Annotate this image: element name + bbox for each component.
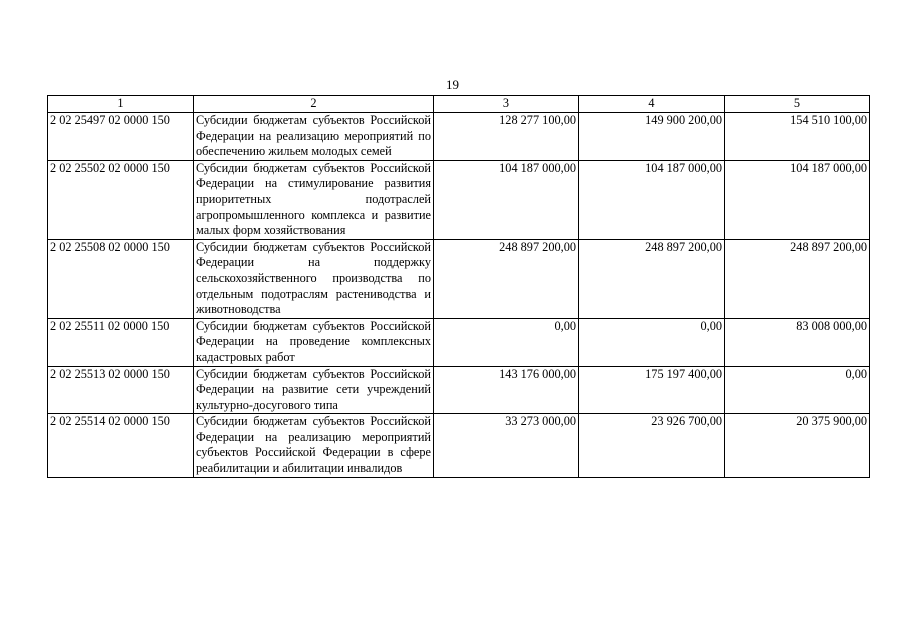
budget-code: 2 02 25497 02 0000 150 bbox=[48, 113, 194, 161]
amount-col5: 154 510 100,00 bbox=[725, 113, 870, 161]
amount-col4: 23 926 700,00 bbox=[579, 414, 725, 477]
column-header: 4 bbox=[579, 96, 725, 113]
row-description: Субсидии бюджетам субъектов Российской Федерации на развитие сети учреждений культурно-досугового типа bbox=[194, 366, 434, 414]
row-description: Субсидии бюджетам субъектов Российской Федерации на проведение комплексных кадастровых работ bbox=[194, 318, 434, 366]
table-row bbox=[48, 160, 870, 239]
table-row bbox=[48, 239, 870, 318]
amount-col5: 83 008 000,00 bbox=[725, 318, 870, 366]
table-row bbox=[48, 366, 870, 414]
amount-col5: 104 187 000,00 bbox=[725, 160, 870, 239]
row-description: Субсидии бюджетам субъектов Российской Федерации на поддержку сельскохозяйственного производства по отдельным подотраслям растениводства и животноводства bbox=[194, 239, 434, 318]
table-row bbox=[48, 414, 870, 477]
column-header: 1 bbox=[48, 96, 194, 113]
amount-col5: 248 897 200,00 bbox=[725, 239, 870, 318]
column-header: 5 bbox=[725, 96, 870, 113]
amount-col4: 104 187 000,00 bbox=[579, 160, 725, 239]
table-row bbox=[48, 113, 870, 161]
amount-col5: 0,00 bbox=[725, 366, 870, 414]
budget-code: 2 02 25502 02 0000 150 bbox=[48, 160, 194, 239]
budget-code: 2 02 25514 02 0000 150 bbox=[48, 414, 194, 477]
budget-code: 2 02 25508 02 0000 150 bbox=[48, 239, 194, 318]
row-description: Субсидии бюджетам субъектов Российской Федерации на стимулирование развития приоритетных подотраслей агропромышленного комплекса и развитие малых форм хозяйствования bbox=[194, 160, 434, 239]
amount-col4: 248 897 200,00 bbox=[579, 239, 725, 318]
page-number: 19 bbox=[446, 77, 459, 92]
header-row bbox=[48, 96, 870, 113]
budget-code: 2 02 25513 02 0000 150 bbox=[48, 366, 194, 414]
row-description: Субсидии бюджетам субъектов Российской Федерации на реализацию мероприятий по обеспечению жильем молодых семей bbox=[194, 113, 434, 161]
amount-col3: 248 897 200,00 bbox=[434, 239, 579, 318]
column-header: 3 bbox=[434, 96, 579, 113]
amount-col5: 20 375 900,00 bbox=[725, 414, 870, 477]
amount-col4: 0,00 bbox=[579, 318, 725, 366]
budget-code: 2 02 25511 02 0000 150 bbox=[48, 318, 194, 366]
amount-col3: 0,00 bbox=[434, 318, 579, 366]
row-description: Субсидии бюджетам субъектов Российской Федерации на реализацию мероприятий субъектов Российской Федерации в сфере реабилитации и абилитации инвалидов bbox=[194, 414, 434, 477]
amount-col3: 128 277 100,00 bbox=[434, 113, 579, 161]
table-row bbox=[48, 318, 870, 366]
amount-col4: 149 900 200,00 bbox=[579, 113, 725, 161]
amount-col3: 33 273 000,00 bbox=[434, 414, 579, 477]
amount-col3: 104 187 000,00 bbox=[434, 160, 579, 239]
budget-table bbox=[47, 95, 870, 478]
amount-col4: 175 197 400,00 bbox=[579, 366, 725, 414]
amount-col3: 143 176 000,00 bbox=[434, 366, 579, 414]
column-header: 2 bbox=[194, 96, 434, 113]
